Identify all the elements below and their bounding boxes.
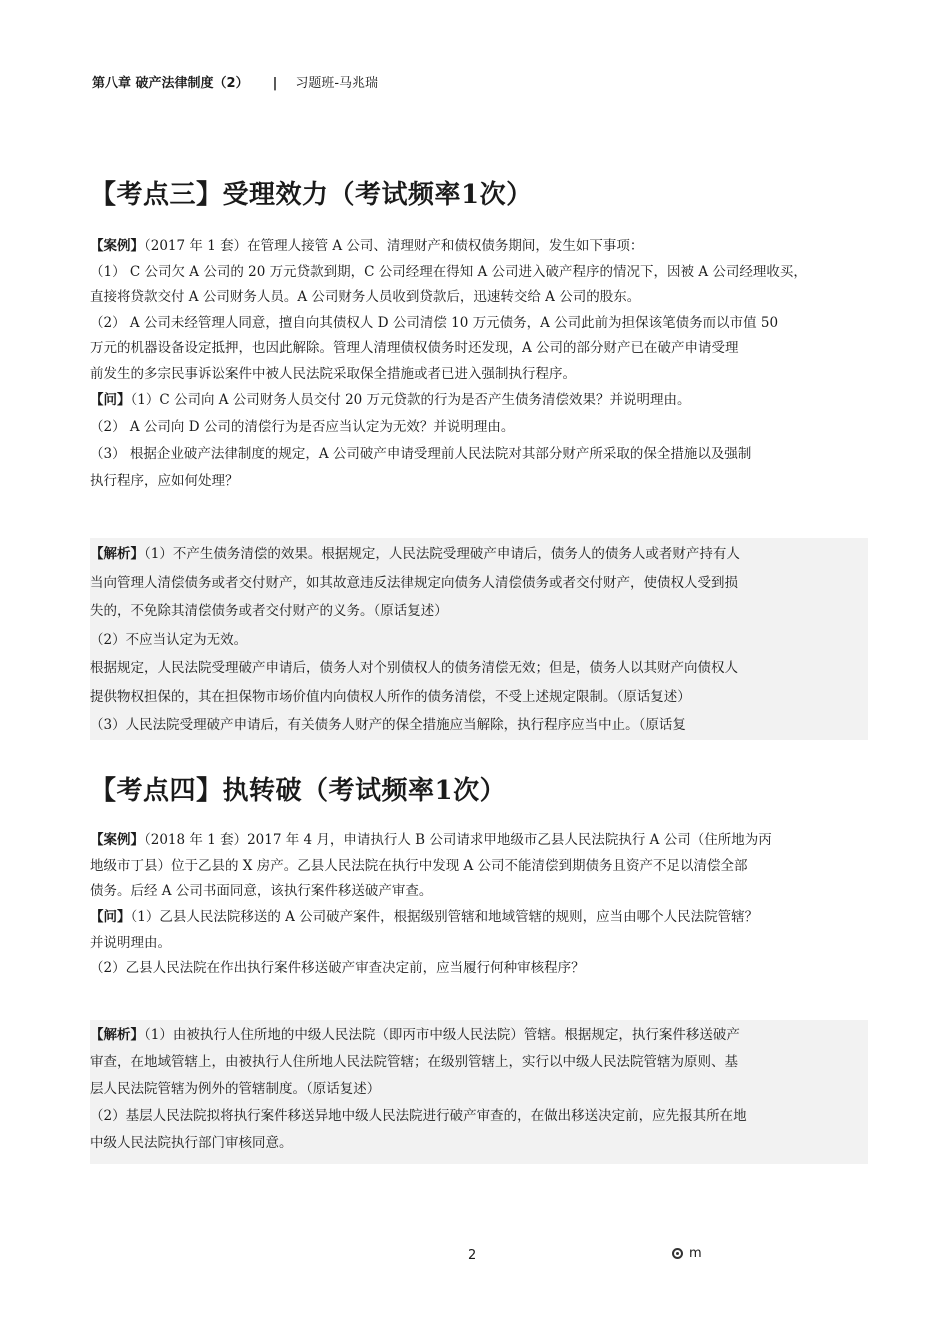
analysis-line: 审查，在地域管辖上，由被执行人住所地人民法院管辖；在级别管辖上，实行以中级人民法院管辖为原则、基 xyxy=(90,1054,738,1070)
analysis-line: 层人民法院管辖为例外的管辖制度。（原话复述） xyxy=(90,1081,381,1097)
question-line: 执行程序，应如何处理？ xyxy=(90,473,239,489)
case-line: 地级市丁县）位于乙县的 X 房产。乙县人民法院在执行中发现 A 公司不能清偿到期债务且资产不足以清偿全部 xyxy=(90,857,748,874)
analysis-line: 中级人民法院执行部门审核同意。 xyxy=(90,1135,293,1151)
case-line: 【案例】（2018 年 1 套）2017 年 4 月，申请执行人 B 公司请求甲地级市乙县人民法院执行 A 公司（住所地为丙 xyxy=(90,832,772,848)
analysis-line: （3）人民法院受理破产申请后，有关债务人财产的保全措施应当解除，执行程序应当中止。（原话复 xyxy=(90,717,686,733)
circle-logo-icon xyxy=(672,1248,683,1259)
question-line: 【问】（1）C 公司向 A 公司财务人员交付 20 万元贷款的行为是否产生债务清偿效果？并说明理由。 xyxy=(90,392,691,408)
case-tag: 【案例】 xyxy=(90,238,144,254)
question-tag: 【问】 xyxy=(90,392,131,408)
question-line: （2） A 公司向 D 公司的清偿行为是否应当认定为无效？并说明理由。 xyxy=(90,419,515,435)
section3-questions xyxy=(90,387,868,495)
page-header xyxy=(92,72,378,91)
section3-title: 【考点三】受理效力（考试频率1次） xyxy=(90,180,533,210)
question-line: （3） 根据企业破产法律制度的规定，A 公司破产申请受理前人民法院对其部分财产所采取的保全措施以及强制 xyxy=(90,446,752,462)
section4-analysis xyxy=(90,1020,868,1164)
analysis-line: 【解析】（1）由被执行人住所地的中级人民法院（即丙市中级人民法院）管辖。根据规定，执行案件移送破产 xyxy=(90,1027,740,1043)
section3-analysis xyxy=(90,538,868,740)
section4-questions xyxy=(90,905,868,982)
analysis-line: 当向管理人清偿债务或者交付财产，如其故意违反法律规定向债务人清偿债务或者交付财产，使债权人受到损 xyxy=(90,574,738,591)
section4-case xyxy=(90,828,868,905)
case-line: 直接将贷款交付 A 公司财务人员。A 公司财务人员收到贷款后，迅速转交给 A 公司的股东。 xyxy=(90,289,641,305)
question-line: 并说明理由。 xyxy=(90,934,171,951)
course-name: 习题班-马兆瑞 xyxy=(295,76,379,91)
chapter-title: 第八章 破产法律制度（2） xyxy=(92,76,249,91)
analysis-tag: 【解析】 xyxy=(90,1027,144,1043)
case-tag: 【案例】 xyxy=(90,832,144,848)
analysis-line: 根据规定，人民法院受理破产申请后，债务人对个别债权人的债务清偿无效；但是，债务人以其财产向债权人 xyxy=(90,660,738,676)
footer-logo xyxy=(672,1246,702,1261)
analysis-line: 【解析】（1）不产生债务清偿的效果。根据规定，人民法院受理破产申请后，债务人的债务人或者财产持有人 xyxy=(90,546,740,562)
question-line: （2）乙县人民法院在作出执行案件移送破产审查决定前，应当履行何种审核程序？ xyxy=(90,960,585,976)
analysis-line: （2）基层人民法院拟将执行案件移送异地中级人民法院进行破产审查的，在做出移送决定前，应先报其所在地 xyxy=(90,1108,747,1124)
question-line: 【问】（1）乙县人民法院移送的 A 公司破产案件，根据级别管辖和地域管辖的规则，应当由哪个人民法院管辖？ xyxy=(90,909,759,925)
header-separator: | xyxy=(272,76,278,91)
case-line: （2） A 公司未经管理人同意，擅自向其债权人 D 公司清偿 10 万元债务，A 公司此前为担保该笔债务而以市值 50 xyxy=(90,314,779,331)
case-line: （1） C 公司欠 A 公司的 20 万元贷款到期，C 公司经理在得知 A 公司进入破产程序的情况下，因被 A 公司经理收买， xyxy=(90,263,807,280)
case-line: 前发生的多宗民事诉讼案件中被人民法院采取保全措施或者已进入强制执行程序。 xyxy=(90,365,576,382)
page-number: 2 xyxy=(468,1248,477,1263)
logo-text: m xyxy=(689,1246,702,1261)
analysis-line: 失的，不免除其清偿债务或者交付财产的义务。（原话复述） xyxy=(90,603,448,619)
analysis-line: （2）不应当认定为无效。 xyxy=(90,631,248,648)
case-line: 【案例】（2017 年 1 套）在管理人接管 A 公司、清理财产和债权债务期间，发生如下事项： xyxy=(90,238,644,254)
analysis-tag: 【解析】 xyxy=(90,546,144,562)
analysis-line: 提供物权担保的，其在担保物市场价值内向债权人所作的债务清偿，不受上述规定限制。（原话复述） xyxy=(90,688,691,705)
question-tag: 【问】 xyxy=(90,909,131,925)
section3-case xyxy=(90,234,868,387)
case-line: 万元的机器设备设定抵押，也因此解除。管理人清理债权债务时还发现，A 公司的部分财产已在破产申请受理 xyxy=(90,340,739,356)
case-line: 债务。后经 A 公司书面同意，该执行案件移送破产审查。 xyxy=(90,883,433,899)
section4-title: 【考点四】执转破（考试频率1次） xyxy=(90,776,507,806)
